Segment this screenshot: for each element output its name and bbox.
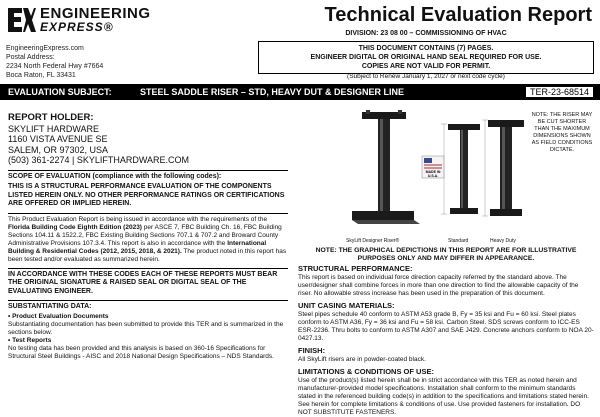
- left-column: [8, 170, 288, 361]
- graphic-disclaimer: NOTE: THE GRAPHICAL DEPICTIONS IN THIS REPORT ARE FOR ILLUSTRATIVE PURPOSES ONLY AND MAY DIFFER IN APPEARANCE.: [315, 247, 577, 262]
- report-holder: [8, 113, 248, 166]
- notice-line: COPIES ARE NOT VALID FOR PERMIT.: [361, 63, 491, 70]
- usa-text: U.S.A.: [427, 174, 439, 178]
- issue-bold-1: Florida Building Code Eighth Edition (2023): [8, 223, 142, 231]
- holder-city: SALEM, OR 97302, USA: [8, 144, 109, 155]
- subject-text: STEEL SADDLE RISER – STD, HEAVY DUT & DESIGNER LINE: [140, 87, 405, 97]
- ter-number-badge: TER-23-68514: [525, 86, 594, 98]
- riser-illustration: [340, 106, 526, 236]
- scope-disclaimer: THIS IS A STRUCTURAL PERFORMANCE EVALUATION OF THE COMPONENTS LISTED HEREIN ONLY. NO OTHER PERFORMANCE RATINGS OR CERTIFICATIONS ARE OFFERED OR IMPLIED HEREIN.: [8, 183, 285, 207]
- ex-logo-icon: [6, 6, 36, 34]
- caption-designer: SkyLift Designer Riser®: [346, 238, 400, 244]
- substantiating-item: [8, 313, 288, 337]
- right-column: [298, 247, 594, 417]
- unit-casing-text: Steel pipes schedule 40 conform to ASTM A53 grade B, Fy = 35 ksi and Fu = 60 ksi. Steel plates conform to ASTM A36, Fy = 36 ksi and Fu = 58 ksi. Carbon Steel. SDS screws conform to ICC-ES ESR-2236. Thru bolts to conform to ASTM A307 and SAE J429. Concrete anchors conform to NOA 20-0427.13.: [298, 311, 594, 342]
- finish-text: All SkyLift risers are in powder-coated black.: [298, 356, 426, 363]
- scope-issue-paragraph: [8, 213, 288, 264]
- designer-riser-image: [352, 110, 420, 224]
- holder-contact: (503) 361-2274 | SKYLIFTHARDWARE.COM: [8, 155, 190, 165]
- accordance-statement: IN ACCORDANCE WITH THESE CODES EACH OF THESE REPORTS MUST BEAR THE ORIGINAL SIGNATURE & RAISED SEAL OR DIGITAL SEAL OF THE EVALUATING ENGINEER.: [8, 268, 288, 297]
- issue-bold-2: International Building & Residential Codes (2012, 2015, 2018, & 2021).: [8, 239, 267, 255]
- limitations-heading: LIMITATIONS & CONDITIONS OF USE:: [298, 367, 434, 376]
- engineering-express-logo: [6, 5, 151, 36]
- issue-text-3: The product noted in this report has been tested and/or evaluated as summarized herein.: [8, 247, 287, 263]
- address-block: [6, 44, 103, 80]
- holder-street: 1160 VISTA AVENUE SE: [8, 134, 108, 144]
- holder-company: SKYLIFT HARDWARE: [8, 123, 100, 134]
- division-line: DIVISION: 23 08 00 – COMMISSIONING OF HVAC: [345, 30, 507, 37]
- finish-heading: FINISH:: [298, 346, 326, 355]
- logo-name: ENGINEERING: [40, 5, 151, 22]
- made-in-usa-stamp: [422, 156, 444, 178]
- issue-text-2: per ASCE 7, FBC Building Ch. 16, FBC Building Sections 104.11 & 1522.2, FBC Existing Building Sections 707.1 & 707.2 and Broward County Administrative Provisions 107.3.4. This report is also in accordance with the: [8, 223, 282, 247]
- substantiating-item-title: • Product Evaluation Documents: [8, 313, 109, 320]
- limitations-text: Use of the product(s) listed herein shall be in strict accordance with this TER as noted herein and manufacturer-provided model specifications. Installation shall conform to the minimum standards stated in the referenced building code(s) in addition to the specifications and limitations stated herein. See herein for complete limitations & conditions of use. Use provided fasteners for installation. DO NOT SUBSTITUTE FASTENERS.: [298, 377, 589, 416]
- made-in-text: MADE IN: [425, 170, 441, 174]
- notice-line: ENGINEER DIGITAL OR ORIGINAL HAND SEAL REQUIRED FOR USE.: [310, 54, 542, 61]
- figure-note: NOTE: THE RISER MAY BE CUT SHORTER THAN THE MAXIMUM DIMENSIONS SHOWN AS FIELD CONDITIONS DICTATE.: [531, 112, 593, 153]
- logo-tagline: EXPRESS®: [40, 20, 114, 34]
- substantiating-item-text: Substantiating documentation has been submitted to provide this TER and is summarized in the sections below.: [8, 321, 284, 336]
- issue-text-1: This Product Evaluation Report is being issued in accordance with the requirements of the: [8, 215, 268, 223]
- renewal-note: (Subject to Renew January 1, 2027 or next code cycle): [347, 73, 505, 80]
- standard-riser-image: [441, 124, 480, 214]
- substantiating-item: [8, 337, 288, 361]
- document-notice-box: [258, 41, 594, 74]
- website-link[interactable]: EngineeringExpress.com: [6, 45, 84, 52]
- structural-text: This report is based on individual force direction capacity referred by the standard above. The user/designer shall combine forces in more than one direction to find the allowable capacity of the riser. No allowable stress increase has been used in the preparation of this document.: [298, 274, 579, 297]
- substantiating-item-text: No testing data has been provided and this analysis is based on 360-16 Specifications for Structural Steel Buildings - AISC and 2018 National Design Specifications – NDS Standards.: [8, 345, 274, 360]
- scope-heading: SCOPE OF EVALUATION (compliance with the following codes):: [8, 170, 288, 181]
- caption-heavy-duty: Heavy Duty: [490, 238, 516, 244]
- subject-label: EVALUATION SUBJECT:: [8, 87, 112, 97]
- substantiating-heading: SUBSTANTIATING DATA:: [8, 300, 288, 311]
- unit-casing-heading: UNIT CASING MATERIALS:: [298, 301, 395, 310]
- substantiating-item-title: • Test Reports: [8, 337, 52, 344]
- heavy-duty-riser-image: [482, 120, 524, 216]
- postal-label: Postal Address:: [6, 54, 55, 61]
- postal-city: Boca Raton, FL 33431: [6, 72, 76, 79]
- product-figure: [340, 106, 526, 244]
- postal-street: 2234 North Federal Hwy #7664: [6, 63, 104, 70]
- evaluation-subject-bar: [0, 84, 600, 100]
- notice-line: THIS DOCUMENT CONTAINS (7) PAGES.: [358, 45, 494, 52]
- page-title: Technical Evaluation Report: [324, 4, 592, 26]
- caption-standard: Standard: [448, 238, 469, 244]
- report-holder-heading: REPORT HOLDER:: [8, 112, 94, 123]
- structural-heading: STRUCTURAL PERFORMANCE:: [298, 264, 413, 273]
